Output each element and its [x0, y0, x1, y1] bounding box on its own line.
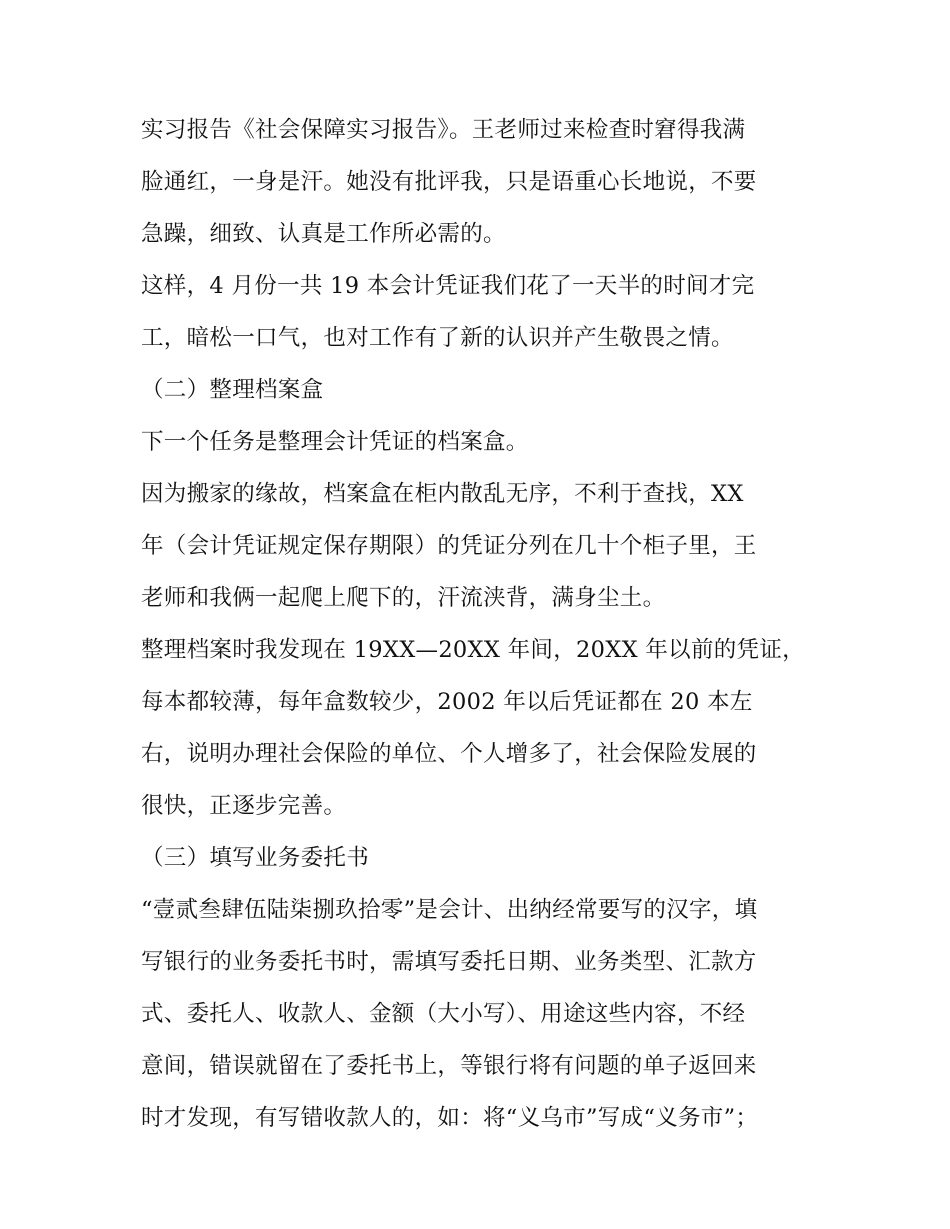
text-line: “壹贰叁肆伍陆柒捌玖拾零”是会计、出纳经常要写的汉字，填 [141, 897, 758, 923]
text-line: 实习报告《社会保障实习报告》。王老师过来检查时窘得我满 [141, 117, 746, 143]
text-line: 意间，错误就留在了委托书上，等银行将有问题的单子返回来 [141, 1053, 757, 1079]
text-line: 式、委托人、收款人、金额（大小写）、用途这些内容，不经 [141, 1001, 746, 1027]
section-heading: （二）整理档案盒 [141, 377, 324, 403]
text-line: 因为搬家的缘故，档案盒在柜内散乱无序，不利于查找，XX [141, 481, 744, 507]
text-line: 工，暗松一口气，也对工作有了新的认识并产生敬畏之情。 [141, 325, 734, 351]
text-line: 每本都较薄，每年盒数较少，2002 年以后凭证都在 20 本左 [141, 689, 753, 715]
text-line: 写银行的业务委托书时，需填写委托日期、业务类型、汇款方 [141, 949, 757, 975]
document-body [141, 104, 821, 1144]
text-line: 急躁，细致、认真是工作所必需的。 [141, 221, 506, 247]
text-line: 脸通红，一身是汗。她没有批评我，只是语重心长地说，不要 [141, 169, 757, 195]
text-line: 年（会计凭证规定保存期限）的凭证分列在几十个柜子里，王 [141, 533, 757, 559]
text-line: 时才发现，有写错收款人的，如：将“义乌市”写成“义务市”； [141, 1105, 759, 1131]
text-line: 老师和我俩一起爬上爬下的，汗流浃背，满身尘土。 [141, 585, 666, 611]
text-line: 右，说明办理社会保险的单位、个人增多了，社会保险发展的 [141, 741, 757, 767]
text-line: 整理档案时我发现在 19XX—20XX 年间，20XX 年以前的凭证， [141, 637, 805, 663]
text-line: 下一个任务是整理会计凭证的档案盒。 [141, 429, 529, 455]
section-heading: （三）填写业务委托书 [141, 845, 370, 871]
text-line: 很快，正逐步完善。 [141, 793, 347, 819]
text-line: 这样，4 月份一共 19 本会计凭证我们花了一天半的时间才完 [141, 273, 755, 299]
